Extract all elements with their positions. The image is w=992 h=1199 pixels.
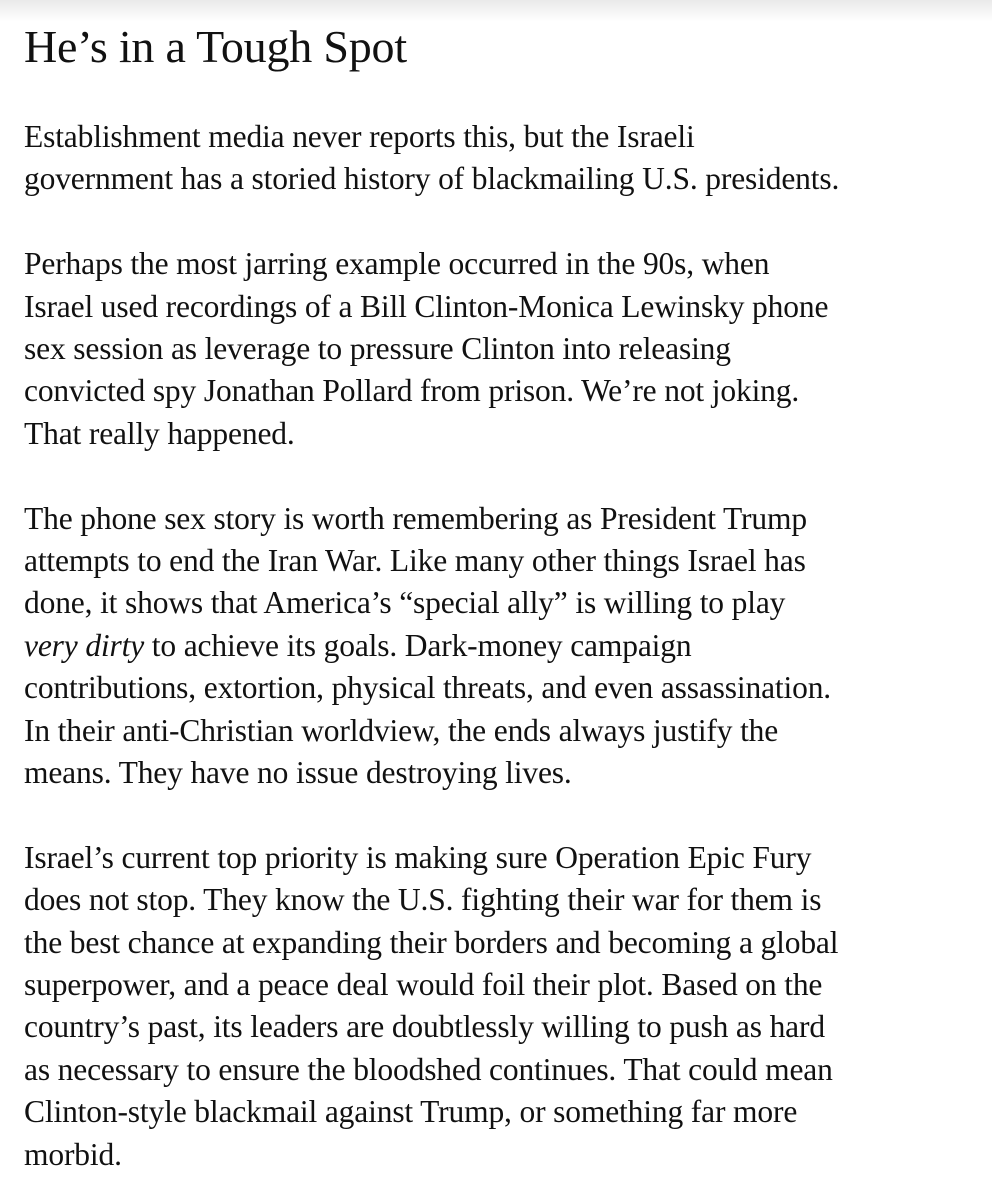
paragraph-2 [24, 243, 974, 455]
paragraph-line: government has a storied history of blackmailing U.S. presidents. [24, 161, 840, 197]
paragraph-line-rest: to achieve its goals. Dark-money campaign [144, 627, 692, 663]
paragraph-line: superpower, and a peace deal would foil their plot. Based on the [24, 967, 823, 1003]
paragraph-line: sex session as leverage to pressure Clinton into releasing [24, 331, 731, 367]
paragraph-line: contributions, extortion, physical threats, and even assassination. [24, 670, 832, 706]
paragraph-line: morbid. [24, 1136, 122, 1172]
paragraph-line: attempts to end the Iran War. Like many other things Israel has [24, 543, 806, 579]
paragraph-line: means. They have no issue destroying lives. [24, 755, 572, 791]
paragraph-line: as necessary to ensure the bloodshed continues. That could mean [24, 1051, 833, 1087]
paragraph-line: Clinton-style blackmail against Trump, or something far more [24, 1094, 798, 1130]
paragraph-line: the best chance at expanding their borders and becoming a global [24, 924, 839, 960]
paragraph-line: In their anti-Christian worldview, the ends always justify the [24, 712, 779, 748]
paragraph-line: Establishment media never reports this, but the Israeli [24, 119, 695, 154]
paragraph-line: Perhaps the most jarring example occurred in the 90s, when [24, 246, 770, 282]
paragraph-line: country’s past, its leaders are doubtlessly willing to push as hard [24, 1009, 825, 1045]
paragraph-line: That really happened. [24, 415, 295, 451]
paragraph-line: done, it shows that America’s “special ally” is willing to play [24, 585, 786, 621]
paragraph-line: Israel’s current top priority is making sure Operation Epic Fury [24, 839, 812, 875]
article [24, 14, 974, 1176]
article-title: He’s in a Tough Spot [24, 21, 407, 72]
paragraph-line: Israel used recordings of a Bill Clinton-Monica Lewinsky phone [24, 288, 829, 324]
paragraph-line [24, 625, 974, 667]
paragraph-line: The phone sex story is worth remembering as President Trump [24, 500, 807, 536]
italic-emphasis: very dirty [24, 627, 145, 663]
paragraph-1 [24, 116, 974, 201]
paragraph-3 [24, 498, 974, 795]
paragraph-line: convicted spy Jonathan Pollard from prison. We’re not joking. [24, 373, 800, 409]
paragraph-4 [24, 837, 974, 1176]
paragraph-line: does not stop. They know the U.S. fighting their war for them is [24, 882, 822, 918]
